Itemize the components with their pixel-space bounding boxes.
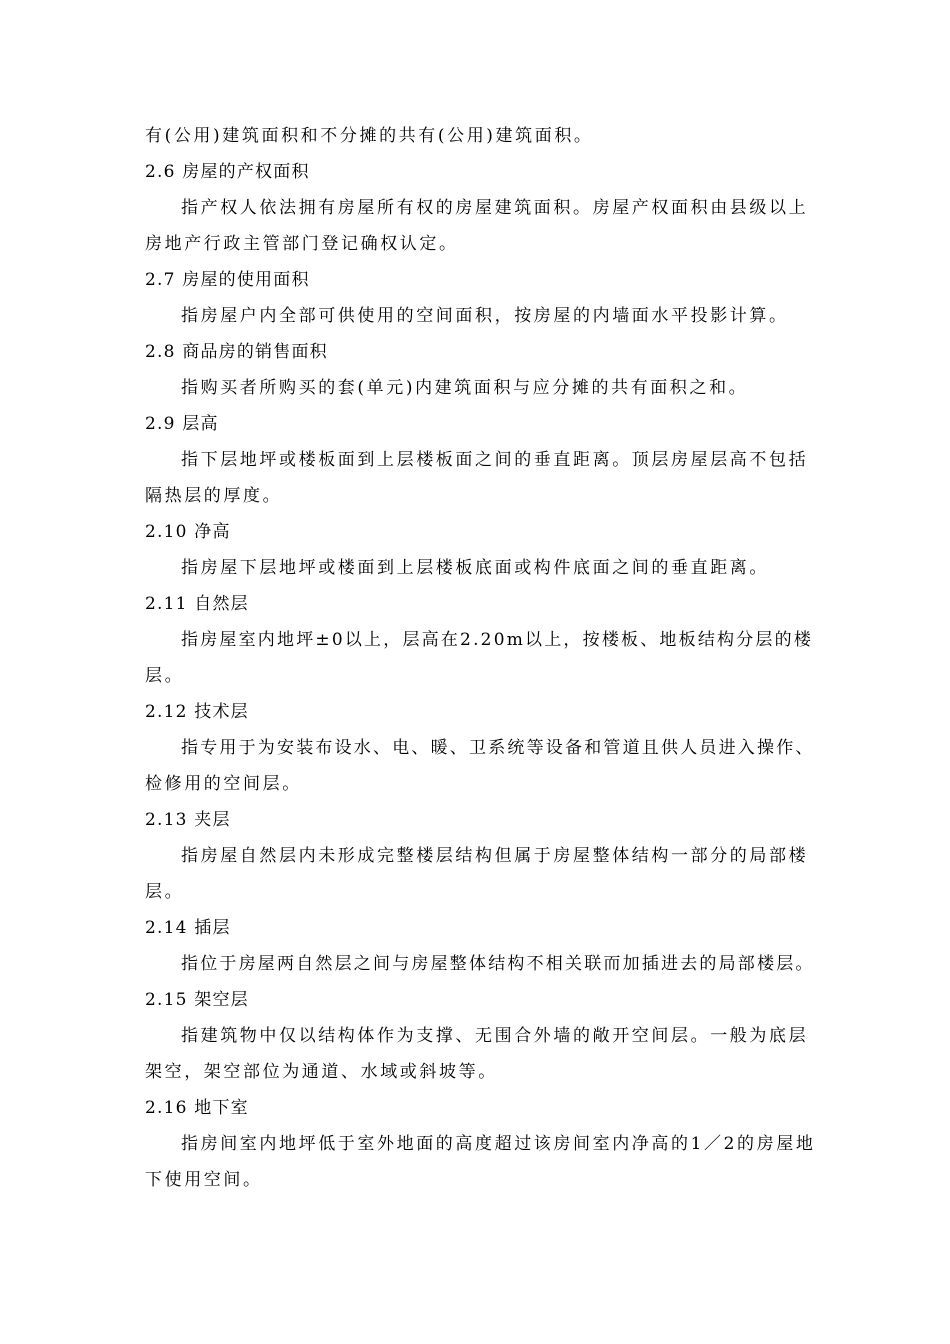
paragraph-line: 指下层地坪或楼板面到上层楼板面之间的垂直距离。顶层房屋层高不包括 — [181, 450, 809, 470]
section-heading: 2.16 地下室 — [145, 1098, 249, 1118]
section-heading: 2.12 技术层 — [145, 702, 249, 722]
section-heading: 2.11 自然层 — [145, 594, 249, 614]
paragraph-line: 隔热层的厚度。 — [145, 486, 283, 506]
section-heading: 2.15 架空层 — [145, 990, 249, 1010]
paragraph-line: 检修用的空间层。 — [145, 774, 302, 794]
section-heading: 2.8 商品房的销售面积 — [145, 342, 328, 362]
paragraph-line: 指房屋下层地坪或楼面到上层楼板底面或构件底面之间的垂直距离。 — [181, 558, 769, 578]
paragraph-line: 下使用空间。 — [145, 1170, 263, 1190]
paragraph-line: 有(公用)建筑面积和不分摊的共有(公用)建筑面积。 — [145, 126, 594, 146]
paragraph-line: 层。 — [145, 666, 185, 686]
document-body — [145, 118, 815, 1198]
section-heading: 2.6 房屋的产权面积 — [145, 162, 310, 182]
paragraph-line: 指位于房屋两自然层之间与房屋整体结构不相关联而加插进去的局部楼层。 — [181, 954, 815, 974]
paragraph-line: 指建筑物中仅以结构体作为支撑、无围合外墙的敞开空间层。一般为底层 — [181, 1026, 809, 1046]
paragraph-line: 指房屋户内全部可供使用的空间面积，按房屋的内墙面水平投影计算。 — [181, 306, 789, 326]
section-heading: 2.7 房屋的使用面积 — [145, 270, 310, 290]
paragraph-line: 架空，架空部位为通道、水域或斜坡等。 — [145, 1062, 498, 1082]
section-heading: 2.10 净高 — [145, 522, 231, 542]
paragraph-line: 指产权人依法拥有房屋所有权的房屋建筑面积。房屋产权面积由县级以上 — [181, 198, 809, 218]
paragraph-line: 指房屋室内地坪±0以上，层高在2.20m以上，按楼板、地板结构分层的楼 — [181, 630, 814, 650]
section-heading: 2.9 层高 — [145, 414, 219, 434]
paragraph-line: 指专用于为安装布设水、电、暖、卫系统等设备和管道且供人员进入操作、 — [181, 738, 815, 758]
section-heading: 2.13 夹层 — [145, 810, 231, 830]
paragraph-line: 指房屋自然层内未形成完整楼层结构但属于房屋整体结构一部分的局部楼 — [181, 846, 809, 866]
paragraph-line: 层。 — [145, 882, 185, 902]
paragraph-line: 指购买者所购买的套(单元)内建筑面积与应分摊的共有面积之和。 — [181, 378, 749, 398]
paragraph-line: 指房间室内地坪低于室外地面的高度超过该房间室内净高的1／2的房屋地 — [181, 1134, 816, 1154]
section-heading: 2.14 插层 — [145, 918, 231, 938]
paragraph-line: 房地产行政主管部门登记确权认定。 — [145, 234, 459, 254]
